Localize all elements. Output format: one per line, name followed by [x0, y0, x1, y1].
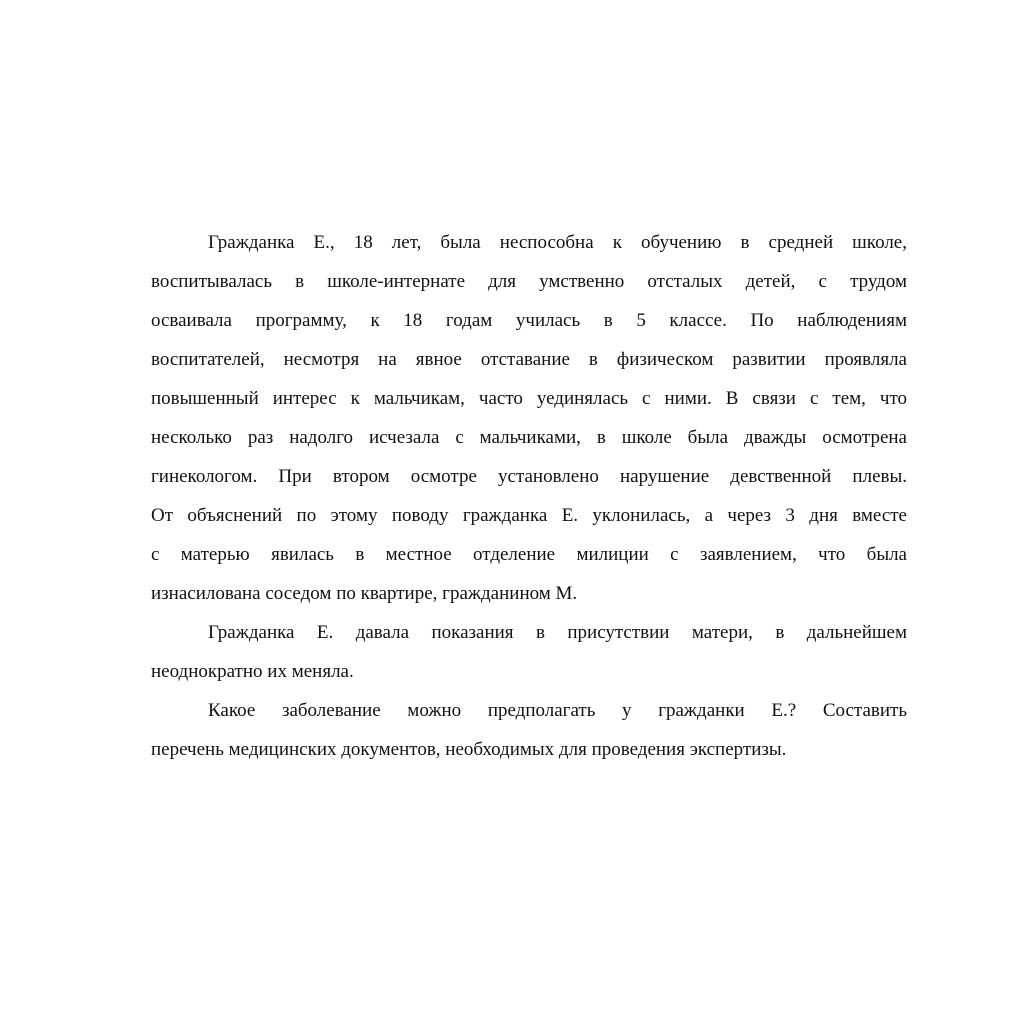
text-line: воспитателей, несмотря на явное отставание в физическом развитии проявляла — [151, 349, 907, 370]
text-line: повышенный интерес к мальчикам, часто уединялась с ними. В связи с тем, что — [151, 388, 907, 409]
text-line: с матерью явилась в местное отделение милиции с заявлением, что была — [151, 544, 907, 565]
text-line: воспитывалась в школе-интернате для умственно отсталых детей, с трудом — [151, 271, 907, 292]
paragraph-question — [151, 691, 907, 769]
text-line: изнасилована соседом по квартире, гражданином М. — [151, 583, 578, 604]
text-line: перечень медицинских документов, необходимых для проведения экспертизы. — [151, 739, 787, 760]
text-line: неоднократно их меняла. — [151, 661, 354, 682]
text-line: Гражданка Е. давала показания в присутствии матери, в дальнейшем — [208, 622, 907, 643]
text-line: Какое заболевание можно предполагать у гражданки Е.? Составить — [208, 700, 907, 721]
text-line: Гражданка Е., 18 лет, была неспособна к обучению в средней школе, — [208, 232, 907, 253]
text-line: осваивала программу, к 18 годам училась в 5 классе. По наблюдениям — [151, 310, 907, 331]
paragraph-case-description — [151, 223, 907, 613]
document-text — [151, 223, 907, 769]
text-line: несколько раз надолго исчезала с мальчиками, в школе была дважды осмотрена — [151, 427, 907, 448]
text-line: гинекологом. При втором осмотре установлено нарушение девственной плевы. — [151, 466, 907, 487]
text-line: От объяснений по этому поводу гражданка Е. уклонилась, а через 3 дня вместе — [151, 505, 907, 526]
paragraph-testimony — [151, 613, 907, 691]
